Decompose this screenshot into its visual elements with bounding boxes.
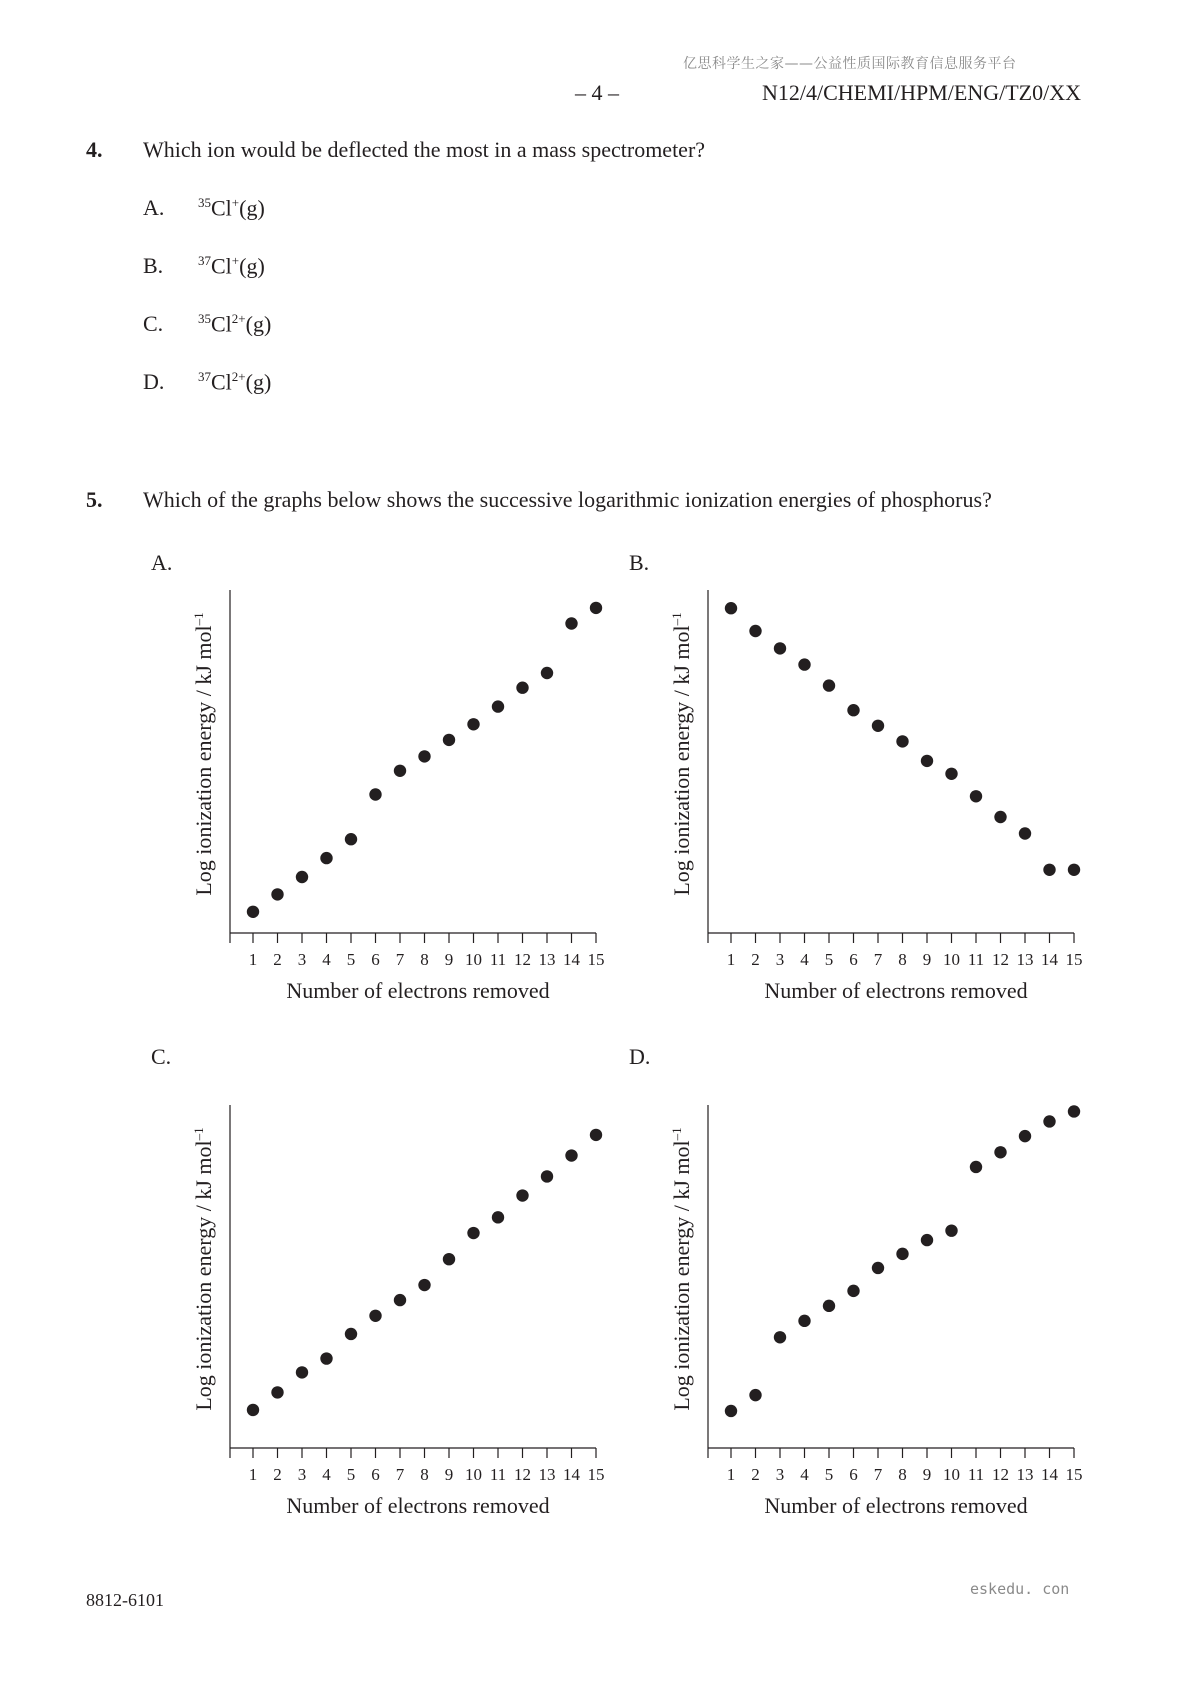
x-tick-label: 5 xyxy=(346,1465,356,1484)
x-tick-label: 12 xyxy=(992,1465,1009,1484)
x-axis-label: Number of electrons removed xyxy=(764,1493,1028,1518)
option-ion xyxy=(198,195,265,221)
x-tick-label: 6 xyxy=(371,950,380,969)
y-axis-label-text: Log ionization energy / kJ mol xyxy=(191,1139,217,1411)
x-tick-label: 14 xyxy=(563,1465,580,1484)
x-tick-label: 2 xyxy=(273,1465,282,1484)
data-point xyxy=(921,1234,933,1246)
x-tick-label: 15 xyxy=(1065,1465,1083,1484)
data-point xyxy=(296,871,308,883)
x-tick-label: 1 xyxy=(248,1465,258,1484)
graph-c xyxy=(180,1105,610,1575)
option-letter: B. xyxy=(143,253,164,278)
x-tick-label: 1 xyxy=(248,950,258,969)
x-tick-label: 4 xyxy=(800,1465,809,1484)
element-symbol: Cl xyxy=(211,195,232,221)
graph-b-letter: B. xyxy=(629,550,650,575)
data-point xyxy=(418,750,430,762)
y-axis-label-text: Log ionization energy / kJ mol xyxy=(669,1139,695,1411)
data-point xyxy=(970,1161,982,1173)
y-axis-label xyxy=(669,612,695,895)
x-axis-label: Number of electrons removed xyxy=(286,978,550,1003)
data-point xyxy=(320,1352,332,1364)
x-tick-label: 2 xyxy=(751,1465,760,1484)
y-axis-label xyxy=(669,1127,695,1410)
x-tick-label: 5 xyxy=(824,1465,834,1484)
x-tick-label: 12 xyxy=(992,950,1009,969)
x-tick-label: 6 xyxy=(849,1465,858,1484)
q4-option-a xyxy=(143,195,265,221)
x-tick-label: 6 xyxy=(849,950,858,969)
y-axis-label-text: Log ionization energy / kJ mol xyxy=(191,624,217,896)
x-tick-label: 5 xyxy=(824,950,834,969)
data-point xyxy=(1043,1115,1055,1127)
x-tick-label: 14 xyxy=(563,950,580,969)
x-tick-label: 14 xyxy=(1041,950,1058,969)
data-point xyxy=(541,667,553,679)
q4-option-b xyxy=(143,253,265,279)
data-point xyxy=(1019,1130,1031,1142)
mass-number: 37 xyxy=(198,253,211,268)
x-tick-label: 1 xyxy=(726,950,736,969)
x-tick-label: 9 xyxy=(444,1465,454,1484)
x-tick-label: 10 xyxy=(943,950,960,969)
x-tick-label: 13 xyxy=(1016,950,1034,969)
element-symbol: Cl xyxy=(211,253,232,279)
data-point xyxy=(823,1300,835,1312)
state-symbol: (g) xyxy=(239,195,265,221)
y-axis-label xyxy=(191,1127,217,1410)
data-point xyxy=(320,852,332,864)
graph-b xyxy=(658,590,1088,1060)
ion-charge: + xyxy=(231,195,240,210)
data-point xyxy=(872,1262,884,1274)
data-point xyxy=(345,1328,357,1340)
graph-c-letter: C. xyxy=(151,1044,172,1069)
data-point xyxy=(369,788,381,800)
graph-d xyxy=(658,1105,1088,1575)
x-axis-label: Number of electrons removed xyxy=(764,978,1028,1003)
graph-a xyxy=(180,590,610,1060)
data-point xyxy=(369,1310,381,1322)
x-tick-label: 4 xyxy=(800,950,809,969)
data-point xyxy=(590,602,602,614)
data-point xyxy=(896,735,908,747)
option-ion xyxy=(198,369,271,395)
x-tick-label: 15 xyxy=(587,1465,605,1484)
data-point xyxy=(774,1331,786,1343)
x-tick-label: 14 xyxy=(1041,1465,1058,1484)
x-tick-label: 10 xyxy=(465,950,482,969)
option-letter: A. xyxy=(143,195,165,220)
mass-number: 35 xyxy=(198,195,211,210)
x-tick-label: 13 xyxy=(538,950,556,969)
x-tick-label: 11 xyxy=(967,950,985,969)
y-axis-label-superscript: –1 xyxy=(668,611,684,625)
x-tick-label: 4 xyxy=(322,1465,331,1484)
x-tick-label: 15 xyxy=(1065,950,1083,969)
q4-option-c xyxy=(143,311,272,337)
element-symbol: Cl xyxy=(211,311,232,337)
x-tick-label: 11 xyxy=(967,1465,985,1484)
data-point xyxy=(345,833,357,845)
x-axis-label: Number of electrons removed xyxy=(286,1493,550,1518)
data-point xyxy=(516,1189,528,1201)
data-point xyxy=(565,617,577,629)
x-tick-label: 2 xyxy=(751,950,760,969)
data-point xyxy=(443,734,455,746)
footer-watermark: eskedu. con xyxy=(970,1580,1070,1598)
data-point xyxy=(467,1227,479,1239)
chart-plot xyxy=(180,1105,610,1484)
data-point xyxy=(896,1248,908,1260)
y-axis-label-superscript: –1 xyxy=(668,1126,684,1140)
option-letter: D. xyxy=(143,369,165,394)
data-point xyxy=(945,768,957,780)
data-point xyxy=(1068,864,1080,876)
x-tick-label: 6 xyxy=(371,1465,380,1484)
data-point xyxy=(394,765,406,777)
x-tick-label: 12 xyxy=(514,1465,531,1484)
x-tick-label: 7 xyxy=(873,1465,883,1484)
data-point xyxy=(749,625,761,637)
x-tick-label: 8 xyxy=(898,1465,907,1484)
data-point xyxy=(565,1149,577,1161)
header-watermark: 亿思科学生之家——公益性质国际教育信息服务平台 xyxy=(683,56,1017,72)
data-point xyxy=(590,1129,602,1141)
data-point xyxy=(296,1366,308,1378)
question-5-text: Which of the graphs below shows the successive logarithmic ionization energies of phosphorus? xyxy=(143,487,992,512)
y-axis-label xyxy=(191,612,217,895)
mass-number: 37 xyxy=(198,369,211,384)
data-point xyxy=(1068,1105,1080,1117)
x-tick-label: 9 xyxy=(444,950,454,969)
data-point xyxy=(516,682,528,694)
data-point xyxy=(443,1253,455,1265)
x-tick-label: 3 xyxy=(297,950,307,969)
data-point xyxy=(467,718,479,730)
x-tick-label: 3 xyxy=(775,1465,785,1484)
x-tick-label: 10 xyxy=(943,1465,960,1484)
data-point xyxy=(725,1405,737,1417)
option-letter: C. xyxy=(143,311,164,336)
data-point xyxy=(1019,827,1031,839)
data-point xyxy=(970,790,982,802)
data-point xyxy=(774,642,786,654)
x-tick-label: 4 xyxy=(322,950,331,969)
x-tick-label: 9 xyxy=(922,1465,932,1484)
data-point xyxy=(725,602,737,614)
chart-plot xyxy=(180,590,610,969)
x-tick-label: 11 xyxy=(489,1465,507,1484)
x-tick-label: 7 xyxy=(395,950,405,969)
chart-plot xyxy=(658,1105,1088,1484)
x-tick-label: 11 xyxy=(489,950,507,969)
y-axis-label-superscript: –1 xyxy=(190,1126,206,1140)
ion-charge: 2+ xyxy=(231,369,246,384)
question-5-number: 5. xyxy=(86,487,103,512)
data-point xyxy=(247,906,259,918)
y-axis-label-superscript: –1 xyxy=(190,611,206,625)
x-tick-label: 12 xyxy=(514,950,531,969)
x-tick-label: 1 xyxy=(726,1465,736,1484)
data-point xyxy=(749,1389,761,1401)
data-point xyxy=(847,704,859,716)
graph-d-letter: D. xyxy=(629,1044,651,1069)
data-point xyxy=(945,1224,957,1236)
paper-code: 8812-6101 xyxy=(86,1590,164,1610)
data-point xyxy=(271,1386,283,1398)
data-point xyxy=(823,679,835,691)
x-tick-label: 13 xyxy=(1016,1465,1034,1484)
document-code: N12/4/CHEMI/HPM/ENG/TZ0/XX xyxy=(762,80,1081,105)
data-point xyxy=(271,888,283,900)
x-tick-label: 2 xyxy=(273,950,282,969)
x-tick-label: 13 xyxy=(538,1465,556,1484)
question-4-number: 4. xyxy=(86,137,103,162)
data-point xyxy=(994,1146,1006,1158)
x-tick-label: 9 xyxy=(922,950,932,969)
x-tick-label: 10 xyxy=(465,1465,482,1484)
option-ion xyxy=(198,253,265,279)
ion-charge: 2+ xyxy=(231,311,246,326)
data-point xyxy=(247,1404,259,1416)
element-symbol: Cl xyxy=(211,369,232,395)
data-point xyxy=(847,1285,859,1297)
question-4-text: Which ion would be deflected the most in a mass spectrometer? xyxy=(143,137,706,162)
x-tick-label: 8 xyxy=(420,1465,429,1484)
data-point xyxy=(394,1294,406,1306)
data-point xyxy=(798,1315,810,1327)
data-point xyxy=(418,1279,430,1291)
y-axis-label-text: Log ionization energy / kJ mol xyxy=(669,624,695,896)
data-point xyxy=(921,755,933,767)
q4-option-d xyxy=(143,369,272,395)
data-point xyxy=(492,1211,504,1223)
mass-number: 35 xyxy=(198,311,211,326)
option-ion xyxy=(198,311,271,337)
state-symbol: (g) xyxy=(245,369,272,395)
data-point xyxy=(1043,864,1055,876)
x-tick-label: 3 xyxy=(297,1465,307,1484)
data-point xyxy=(492,700,504,712)
x-tick-label: 15 xyxy=(587,950,605,969)
state-symbol: (g) xyxy=(239,253,265,279)
x-tick-label: 7 xyxy=(395,1465,405,1484)
x-tick-label: 5 xyxy=(346,950,356,969)
graph-a-letter: A. xyxy=(151,550,173,575)
data-point xyxy=(994,811,1006,823)
data-point xyxy=(541,1170,553,1182)
x-tick-label: 8 xyxy=(420,950,429,969)
x-tick-label: 7 xyxy=(873,950,883,969)
x-tick-label: 8 xyxy=(898,950,907,969)
x-tick-label: 3 xyxy=(775,950,785,969)
state-symbol: (g) xyxy=(245,311,272,337)
data-point xyxy=(872,720,884,732)
ion-charge: + xyxy=(231,253,240,268)
chart-plot xyxy=(658,590,1088,969)
page-number: – 4 – xyxy=(575,80,619,105)
data-point xyxy=(798,658,810,670)
